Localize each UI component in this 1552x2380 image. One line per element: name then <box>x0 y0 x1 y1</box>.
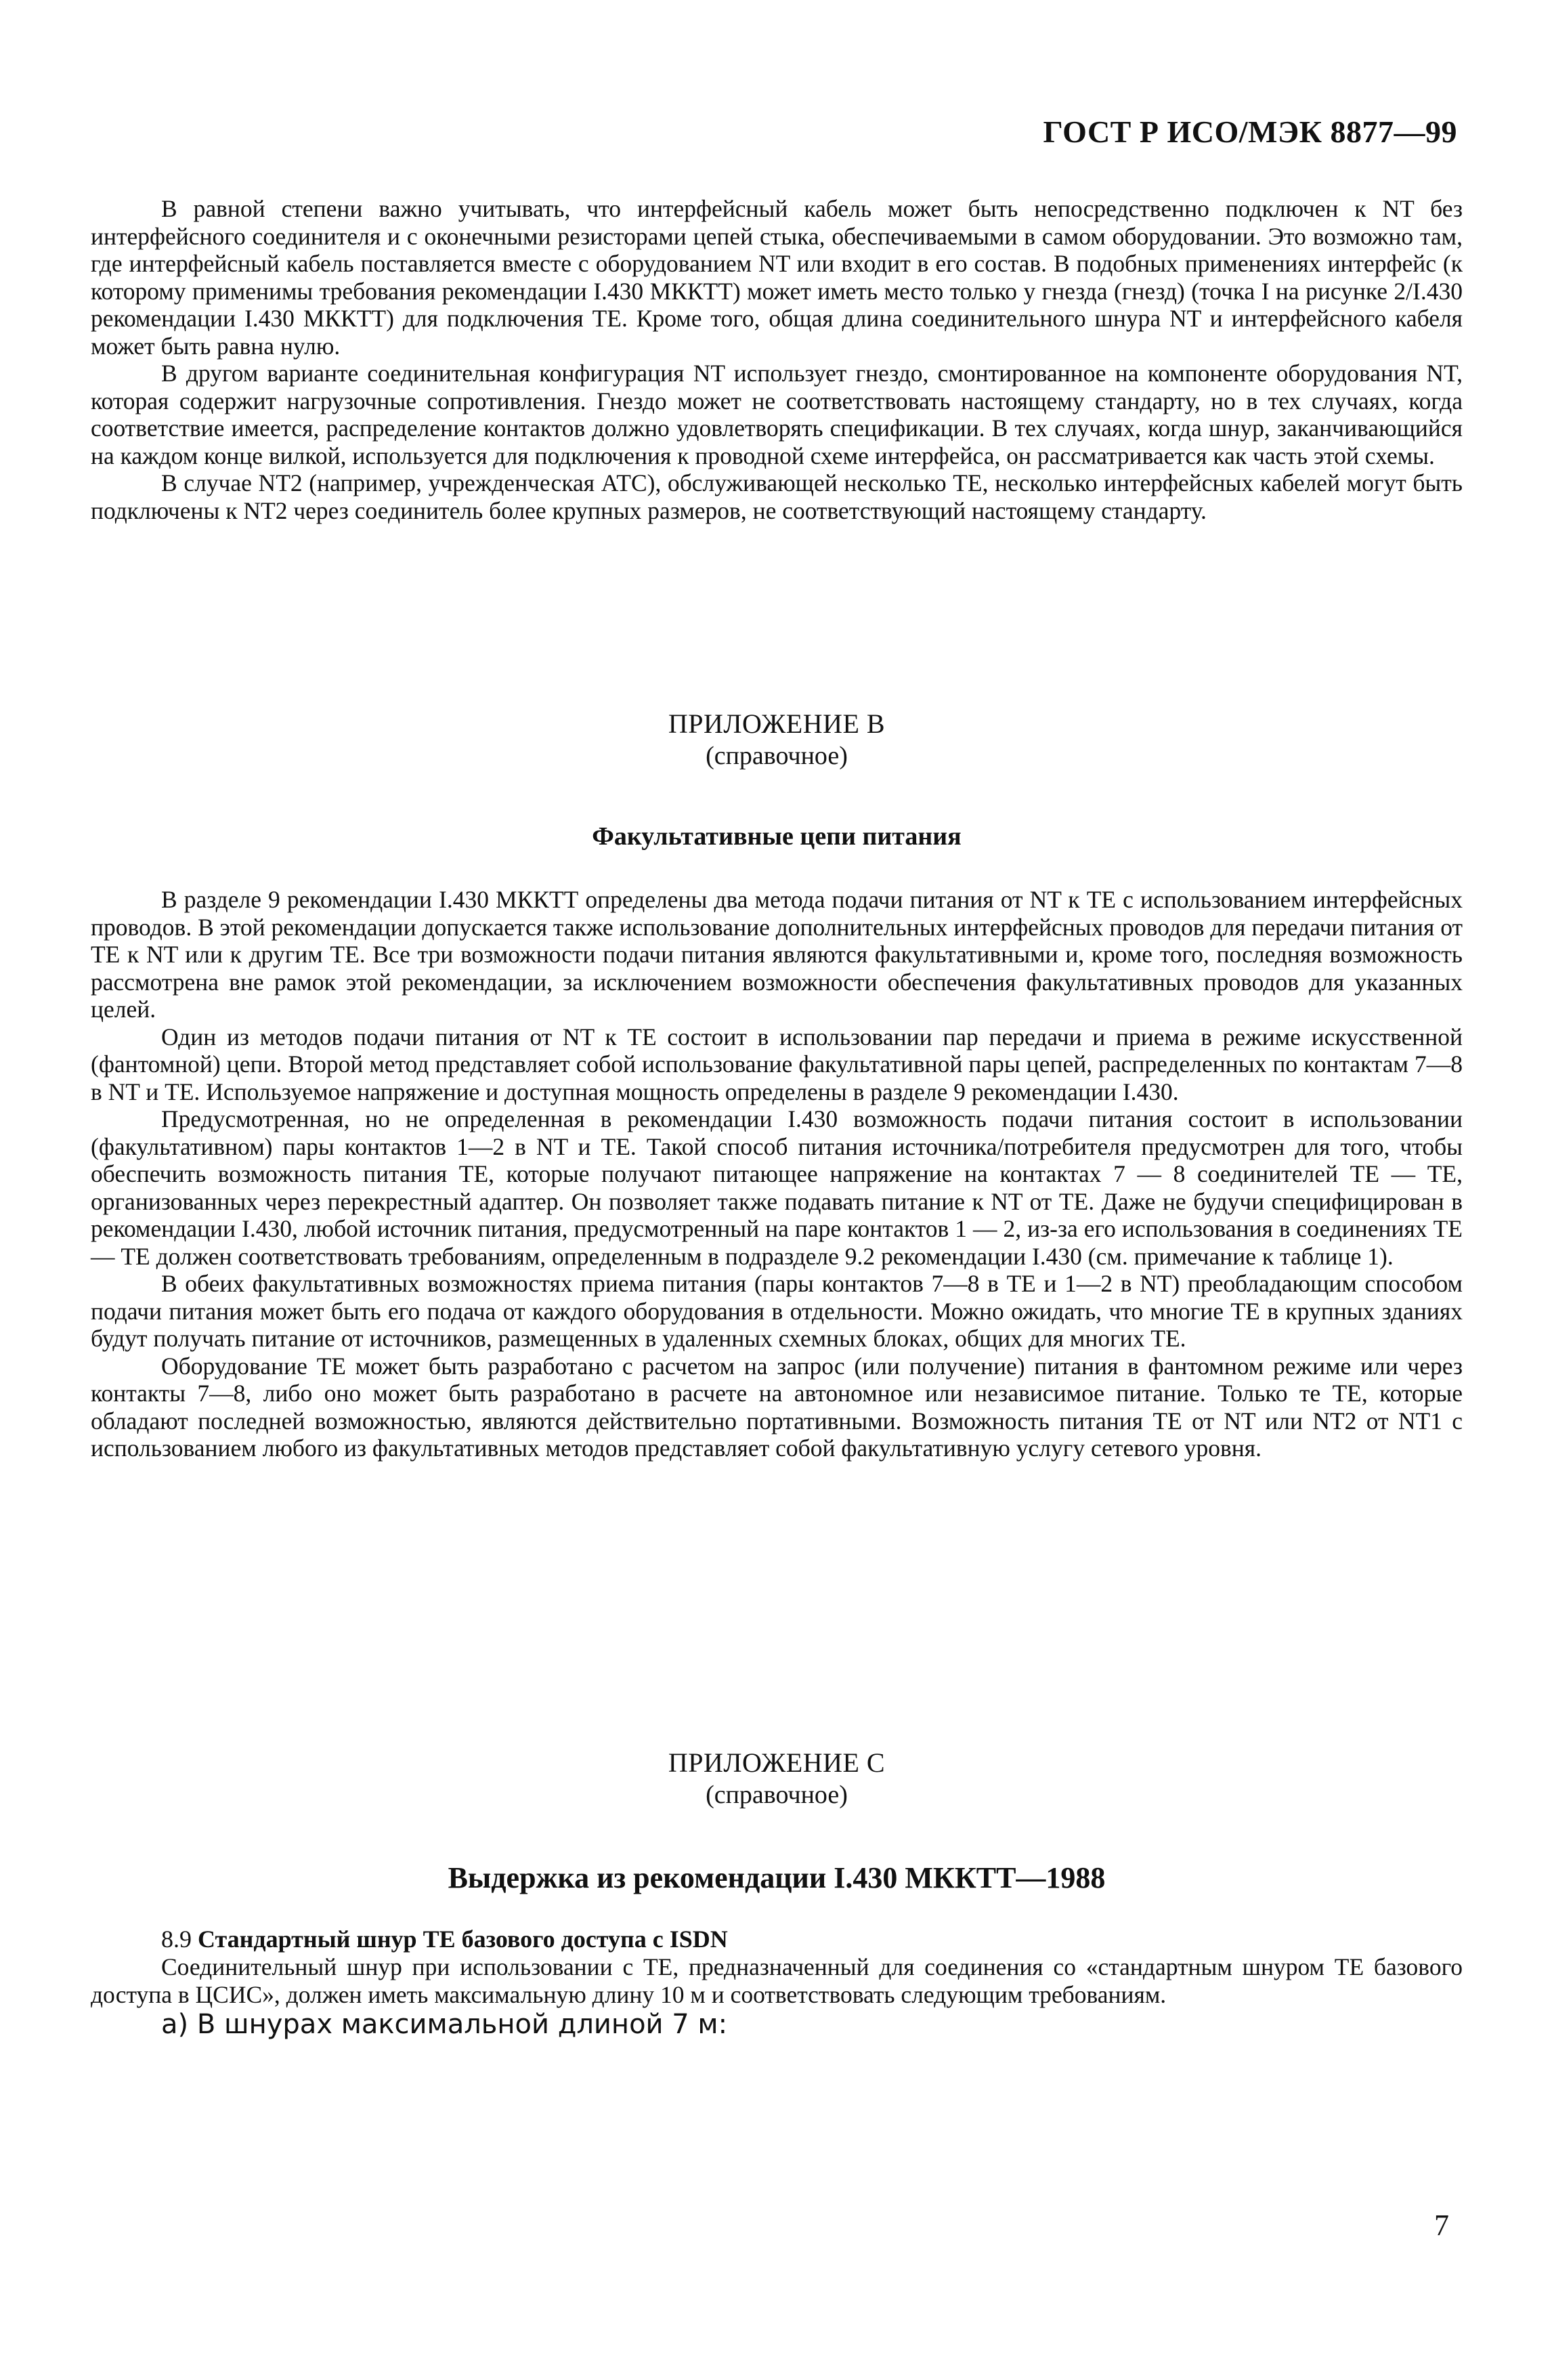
appendix-c-paragraph: Соединительный шнур при использовании с ТЕ, предназначенный для соединения со «стандартным шнуром ТЕ базового доступа в ЦСИС», должен иметь максимальную длину 10 м и соответствовать следующим требованиям. <box>91 1953 1463 2008</box>
appendix-b-paragraph: В обеих факультативных возможностях приема питания (пары контактов 7—8 в ТЕ и 1—2 в NT) преобладающим способом подачи питания может быть его подача от каждого оборудования в отдельности. Можно ожидать, что многие ТЕ в крупных зданиях будут получать питание от источников, размещенных в удаленных схемных блоках, общих для многих ТЕ. <box>91 1270 1463 1352</box>
appendix-c-body <box>91 1925 1463 2041</box>
appendix-b-heading: Факультативные цепи питания <box>592 822 962 851</box>
appendix-b-paragraph: Оборудование ТЕ может быть разработано с расчетом на запрос (или получение) питания в фантомном режиме или через контакты 7—8, либо оно может быть разработано в расчете на автономное или независимое питание. Только те ТЕ, которые обладают последней возможностью, являются действительно портативными. Возможность питания ТЕ от NT или NT2 от NT1 с использованием любого из факультативных методов представляет собой факультативную услугу сетевого уровня. <box>91 1352 1463 1462</box>
appendix-c-heading: Выдержка из рекомендации I.430 МККТТ—1988 <box>448 1861 1106 1894</box>
intro-paragraph: В равной степени важно учитывать, что интерфейсный кабель может быть непосредственно подключен к NT без интерфейсного соединителя и с оконечными резисторами цепей стыка, обеспечиваемыми в самом оборудовании. Это возможно там, где интерфейсный кабель поставляется вместе с оборудованием NT или входит в его состав. В подобных применениях интерфейс (к которому применимы требования рекомендации I.430 МККТТ) может иметь место только у гнезда (гнезд) (точка I на рисунке 2/I.430 рекомендации I.430 МККТТ) для подключения ТЕ. Кроме того, общая длина соединительного шнура NT и интерфейсного кабеля может быть равна нулю. <box>91 195 1463 360</box>
appendix-b-paragraph: В разделе 9 рекомендации I.430 МККТТ определены два метода подачи питания от NT к ТЕ с использованием интерфейсных проводов. В этой рекомендации допускается также использование дополнительных интерфейсных проводов для передачи питания от ТЕ к NT или к другим ТЕ. Все три возможности подачи питания являются факультативными и, кроме того, последняя возможность рассмотрена вне рамок этой рекомендации, за исключением возможности обеспечения факультативных проводов для указанных целей. <box>91 886 1463 1023</box>
appendix-b-note: (справочное) <box>706 742 848 770</box>
appendix-c-title: ПРИЛОЖЕНИЕ С <box>668 1747 886 1778</box>
appendix-b-title: ПРИЛОЖЕНИЕ В <box>668 708 886 739</box>
appendix-c-note: (справочное) <box>706 1781 848 1809</box>
subsection-number: 8.9 <box>161 1926 192 1953</box>
appendix-b-body <box>91 886 1463 1462</box>
subsection-title: Стандартный шнур ТЕ базового доступа с ISDN <box>198 1926 728 1953</box>
page-number: 7 <box>1434 2209 1449 2242</box>
appendix-b-paragraph: Один из методов подачи питания от NT к ТЕ состоит в использовании пар передачи и приема в режиме искусственной (фантомной) цепи. Второй метод представляет собой использование факультативной пары цепей, распределенных по контактам 7—8 в NT и ТЕ. Используемое напряжение и доступная мощность определены в разделе 9 рекомендации I.430. <box>91 1023 1463 1105</box>
intro-section <box>91 195 1463 524</box>
page-header-standard: ГОСТ Р ИСО/МЭК 8877—99 <box>1043 114 1457 149</box>
subsection-heading <box>91 1925 1463 1953</box>
list-item: а) В шнурах максимальной длиной 7 м: <box>161 2009 728 2040</box>
appendix-b-paragraph: Предусмотренная, но не определенная в рекомендации I.430 возможность подачи питания состоит в использовании (факультативном) пары контактов 1—2 в NT и ТЕ. Такой способ питания источника/потребителя предусмотрен для того, чтобы обеспечить возможность питания ТЕ, которые получают питающее напряжение на контактах 7 — 8 соединителей ТЕ — ТЕ, организованных через перекрестный адаптер. Он позволяет также подавать питание к NT от ТЕ. Даже не будучи специфицирован в рекомендации I.430, любой источник питания, предусмотренный на паре контактов 1 — 2, из-за его использования в соединениях ТЕ — ТЕ должен соответствовать требованиям, определенным в подразделе 9.2 рекомендации I.430 (см. примечание к таблице 1). <box>91 1105 1463 1270</box>
intro-paragraph: В случае NT2 (например, учрежденческая АТС), обслуживающей несколько ТЕ, несколько интерфейсных кабелей могут быть подключены к NT2 через соединитель более крупных размеров, не соответствующий настоящему стандарту. <box>91 469 1463 524</box>
intro-paragraph: В другом варианте соединительная конфигурация NT использует гнездо, смонтированное на компоненте оборудования NT, которая содержит нагрузочные сопротивления. Гнездо может не соответствовать настоящему стандарту, но в тех случаях, когда соответствие имеется, распределение контактов должно удовлетворять спецификации. В тех случаях, когда шнур, заканчивающийся на каждом конце вилкой, используется для подключения к проводной схеме интерфейса, он рассматривается как часть этой схемы. <box>91 360 1463 469</box>
